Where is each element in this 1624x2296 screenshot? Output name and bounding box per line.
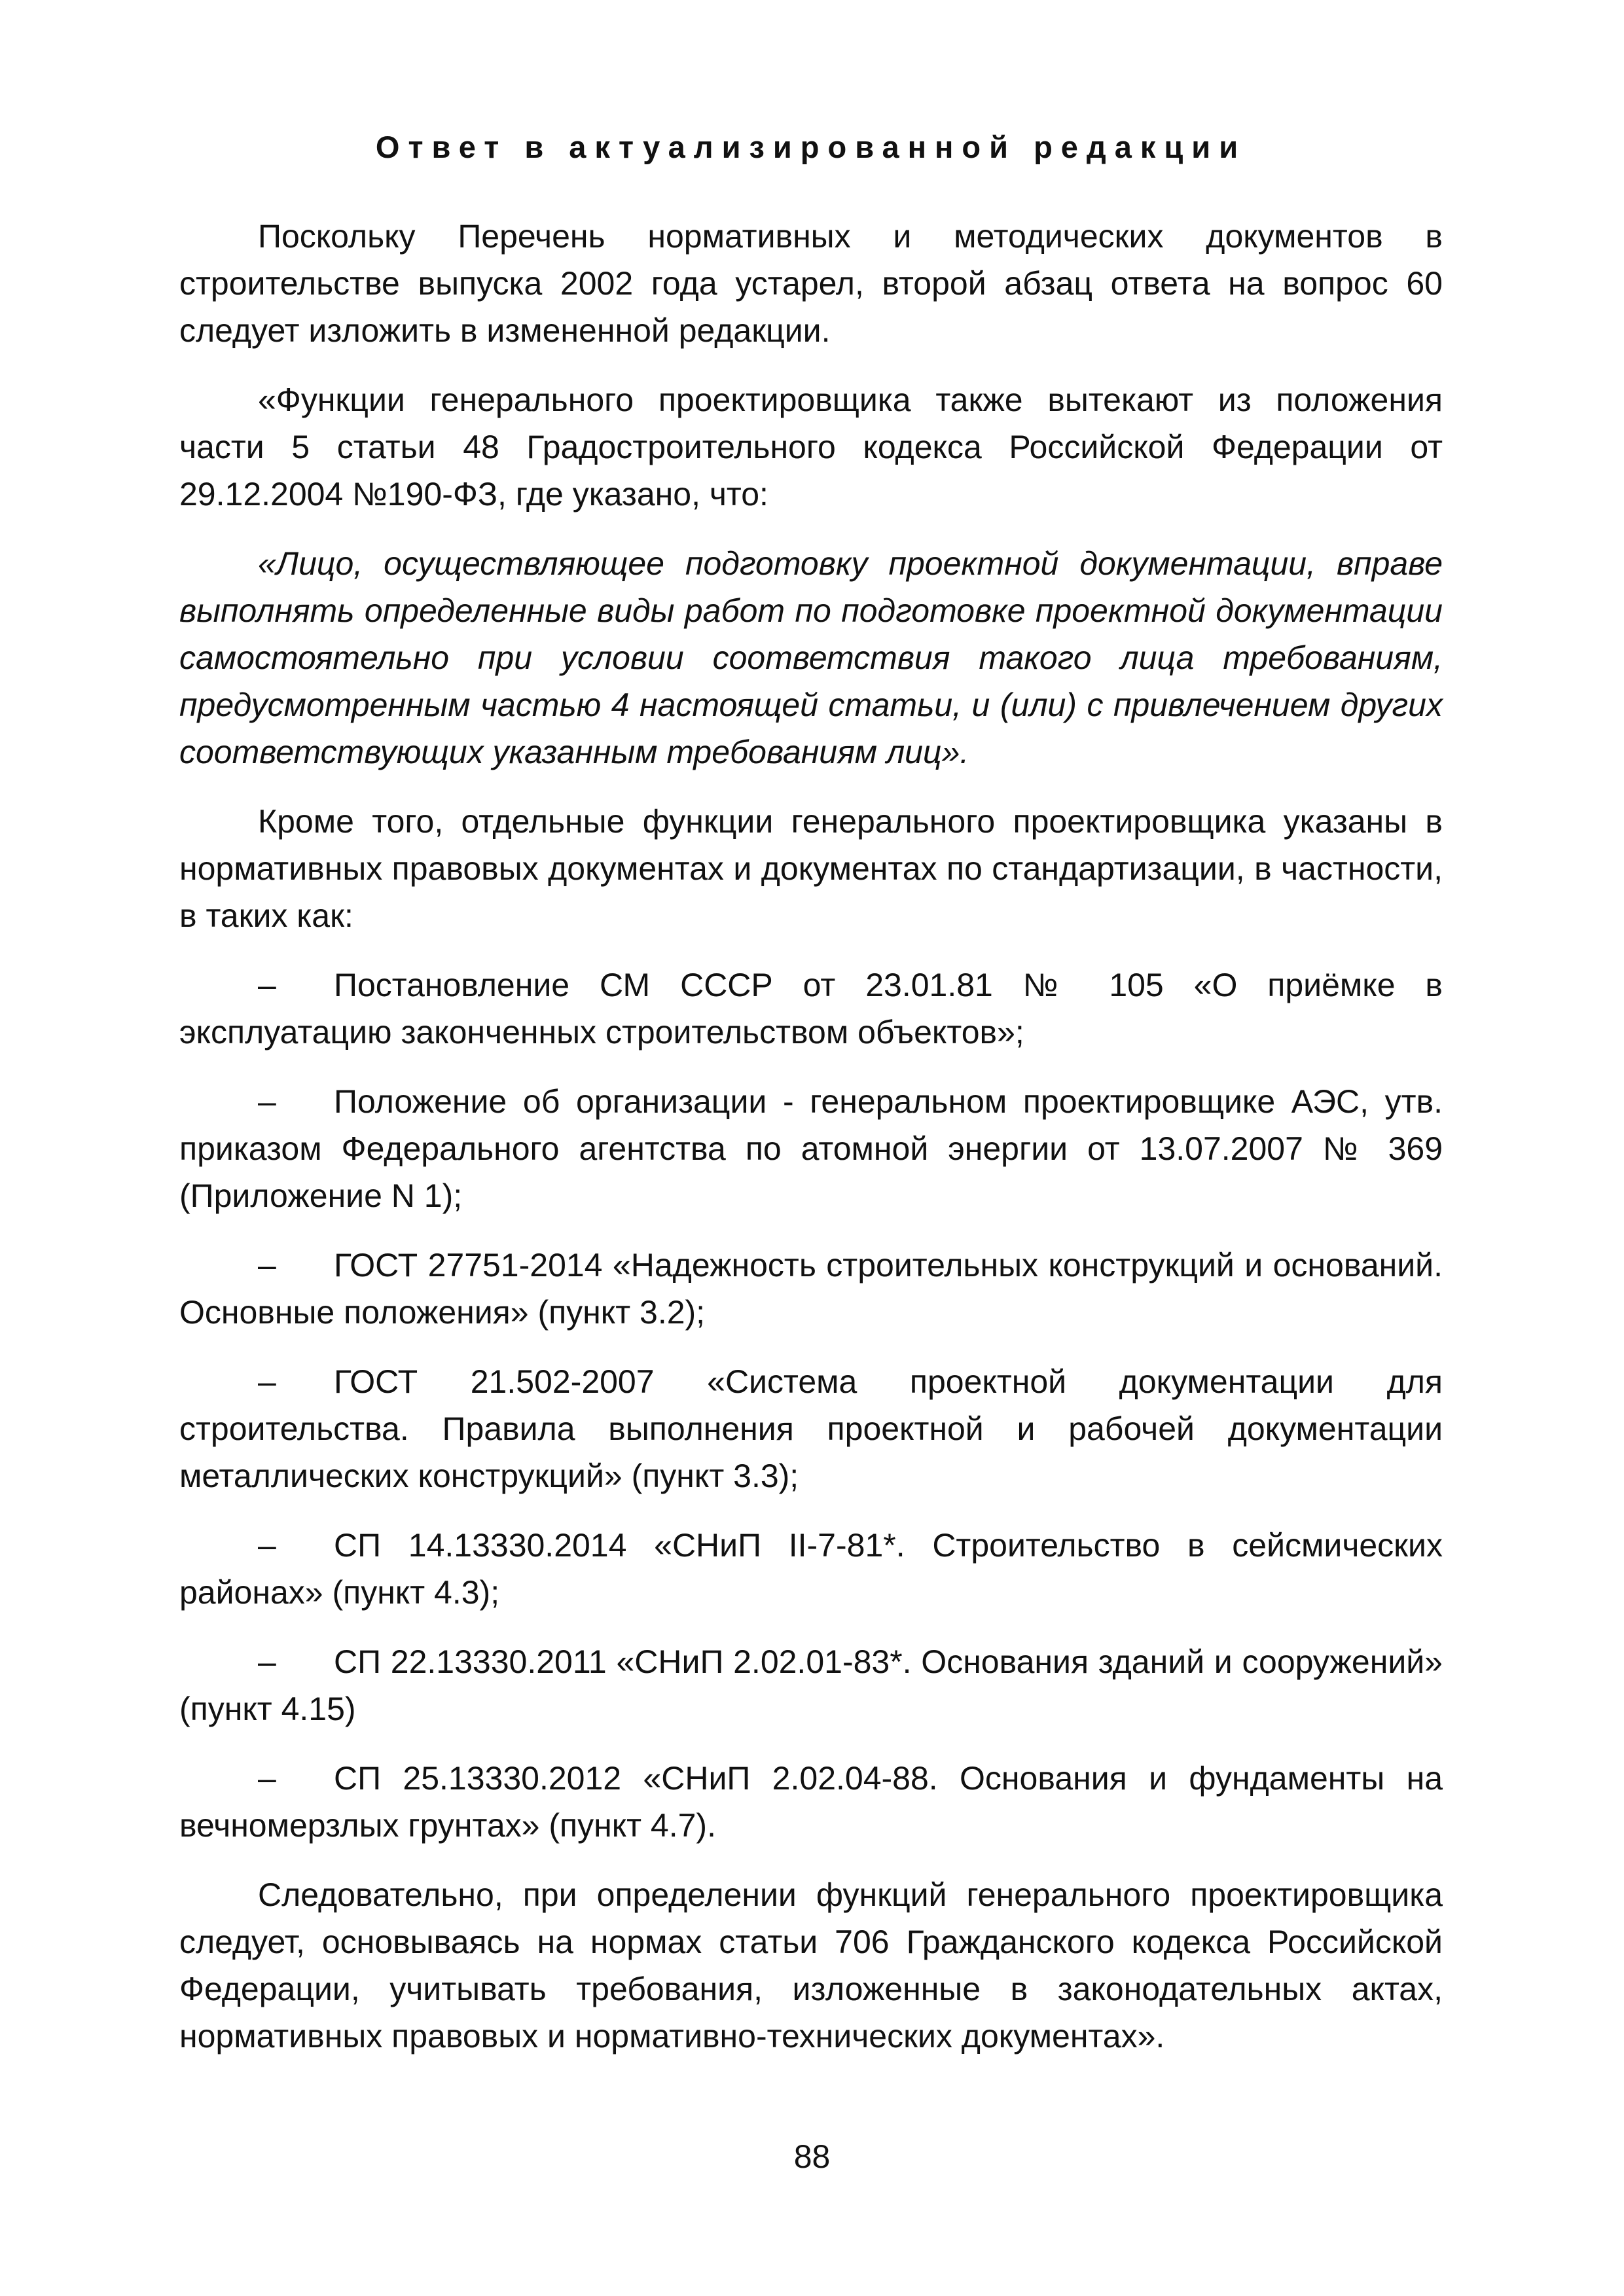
list-item-text: Положение об организации - генеральном проектировщике АЭС, утв. приказом Федерального агентства по атомной энергии от 13.07.2007 № 369 (Приложение N 1); [179, 1083, 1443, 1214]
list-item-text: СП 14.13330.2014 «СНиП II-7-81*. Строительство в сейсмических районах» (пункт 4.3); [179, 1527, 1443, 1611]
page-number: 88 [793, 2138, 831, 2175]
list-item [179, 1638, 1443, 1732]
list-item [179, 1755, 1443, 1849]
list-item-text: ГОСТ 27751-2014 «Надежность строительных конструкций и оснований. Основные положения» (пункт 3.2); [179, 1247, 1443, 1331]
list-item [179, 1522, 1443, 1616]
list-item-text: Постановление СМ СССР от 23.01.81 № 105 «О приёмке в эксплуатацию законченных строительством объектов»; [179, 967, 1443, 1050]
list-dash: – [258, 1643, 276, 1680]
intro-paragraph: Поскольку Перечень нормативных и методических документов в строительстве выпуска 2002 года устарел, второй абзац ответа на вопрос 60 следует изложить в измененной редакции. [179, 218, 1443, 349]
list-dash: – [258, 967, 276, 1003]
list-dash: – [258, 1760, 276, 1797]
list-item [179, 1078, 1443, 1219]
list-item [179, 1242, 1443, 1336]
list-item [179, 1358, 1443, 1499]
list-item-text: ГОСТ 21.502-2007 «Система проектной документации для строительства. Правила выполнения проектной и рабочей документации металлических конструкций» (пункт 3.3); [179, 1363, 1443, 1494]
list-dash: – [258, 1247, 276, 1283]
documents-intro-paragraph: Кроме того, отдельные функции генерального проектировщика указаны в нормативных правовых документах и документах по стандартизации, в частности, в таких как: [179, 803, 1443, 934]
conclusion-paragraph: Следовательно, при определении функций генерального проектировщика следует, основываясь на нормах статьи 706 Гражданского кодекса Российской Федерации, учитывать требования, изложенные в законодательных актах, нормативных правовых и нормативно-технических документах». [179, 1876, 1443, 2054]
section-heading: Ответ в актуализированной редакции [375, 130, 1247, 164]
list-item-text: СП 22.13330.2011 «СНиП 2.02.01-83*. Основания зданий и сооружений» (пункт 4.15) [179, 1643, 1443, 1727]
quote-paragraph: «Лицо, осуществляющее подготовку проектной документации, вправе выполнять определенные виды работ по подготовке проектной документации самостоятельно при условии соответствия такого лица требованиям, предусмотренным частью 4 настоящей статьи, и (или) с привлечением других соответствующих указанным требованиям лиц». [179, 545, 1443, 770]
list-dash: – [258, 1527, 276, 1564]
list-dash: – [258, 1083, 276, 1120]
list-item-text: СП 25.13330.2012 «СНиП 2.02.04-88. Основания и фундаменты на вечномерзлых грунтах» (пункт 4.7). [179, 1760, 1443, 1844]
list-item [179, 961, 1443, 1056]
functions-paragraph: «Функции генерального проектировщика также вытекают из положения части 5 статьи 48 Градостроительного кодекса Российской Федерации от 29.12.2004 №190-ФЗ, где указано, что: [179, 382, 1443, 512]
page-body [179, 128, 1443, 2082]
documents-list [179, 961, 1443, 1849]
list-dash: – [258, 1363, 276, 1400]
